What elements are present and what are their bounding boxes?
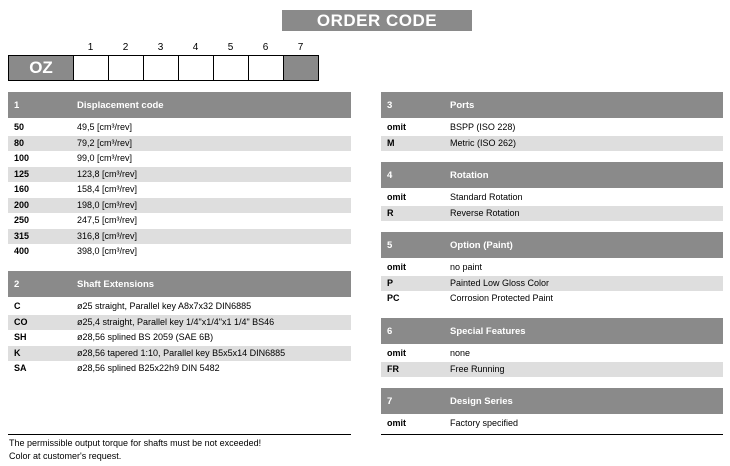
option-description: ø28,56 splined B25x22h9 DIN 5482 <box>77 363 220 373</box>
table-row <box>8 361 351 377</box>
section-header <box>381 318 723 346</box>
table-row <box>381 120 723 136</box>
right-divider <box>381 434 723 435</box>
option-code: 50 <box>14 122 25 132</box>
option-code: M <box>387 137 395 148</box>
note-color: Color at customer's request. <box>9 451 122 461</box>
section-number: 1 <box>14 100 20 111</box>
option-code: 160 <box>14 184 30 194</box>
option-description: ø25,4 straight, Parallel key 1/4"x1/4"x1 1/4" BS46 <box>77 316 275 327</box>
option-code: 125 <box>14 168 30 179</box>
section-shaft-extensions <box>8 271 351 377</box>
code-position-4: 4 <box>192 42 199 53</box>
option-code: 315 <box>14 230 30 241</box>
code-position-3: 3 <box>157 42 164 53</box>
option-description: ø28,56 tapered 1:10, Parallel key B5x5x14 DIN6885 <box>77 347 286 358</box>
table-row <box>8 213 351 229</box>
table-row <box>381 276 723 292</box>
section-title: Special Features <box>450 326 526 337</box>
table-row <box>381 206 723 222</box>
option-description: no paint <box>450 262 483 272</box>
option-code: PC <box>387 293 400 303</box>
code-position-1: 1 <box>87 42 94 53</box>
section-title: Design Series <box>450 396 513 407</box>
table-row <box>8 151 351 167</box>
section-number: 2 <box>14 279 20 290</box>
code-position-numbers <box>73 42 319 54</box>
option-description: Reverse Rotation <box>450 207 520 218</box>
section-header <box>381 92 723 120</box>
code-position-6: 6 <box>262 42 269 53</box>
code-box-5 <box>214 55 249 81</box>
table-row <box>381 346 723 362</box>
option-description: 316,8 [cm³/rev] <box>77 230 138 241</box>
option-description: 198,0 [cm³/rev] <box>77 199 138 210</box>
table-row <box>8 120 351 136</box>
code-prefix: OZ <box>8 55 74 81</box>
section-option-paint <box>381 232 723 307</box>
section-ports <box>381 92 723 151</box>
note-torque: The permissible output torque for shafts must be not exceeded! <box>9 438 262 448</box>
section-number: 6 <box>387 326 393 337</box>
option-code: omit <box>387 348 406 358</box>
code-position-5: 5 <box>227 42 234 53</box>
table-row <box>8 299 351 315</box>
order-code-boxes <box>8 55 319 81</box>
option-code: omit <box>387 192 406 202</box>
code-box-6 <box>249 55 284 81</box>
table-row <box>381 291 723 307</box>
section-title: Ports <box>450 100 475 111</box>
section-number: 4 <box>387 170 393 181</box>
option-description: 99,0 [cm³/rev] <box>77 153 133 163</box>
footnote-divider <box>8 434 351 435</box>
option-code: 80 <box>14 137 25 148</box>
option-code: 100 <box>14 153 30 163</box>
option-code: omit <box>387 262 406 272</box>
code-box-4 <box>179 55 214 81</box>
section-title: Option (Paint) <box>450 240 513 251</box>
code-box-1 <box>74 55 109 81</box>
section-number: 7 <box>387 396 393 407</box>
option-description: 79,2 [cm³/rev] <box>77 137 133 148</box>
option-description: none <box>450 348 471 358</box>
section-number: 3 <box>387 100 393 111</box>
option-code: C <box>14 301 21 311</box>
section-header <box>8 271 351 299</box>
table-row <box>8 330 351 346</box>
section-title: Rotation <box>450 170 489 181</box>
code-box-7 <box>284 55 319 81</box>
option-description: ø25 straight, Parallel key A8x7x32 DIN6885 <box>77 301 252 311</box>
option-description: Standard Rotation <box>450 192 523 202</box>
option-code: omit <box>387 122 406 132</box>
table-row <box>8 136 351 152</box>
option-code: CO <box>14 316 28 327</box>
section-header <box>381 232 723 260</box>
option-code: 200 <box>14 199 30 210</box>
table-row <box>8 315 351 331</box>
section-displacement-code <box>8 92 351 260</box>
option-code: R <box>387 207 394 218</box>
option-description: 398,0 [cm³/rev] <box>77 246 138 256</box>
code-box-3 <box>144 55 179 81</box>
table-row <box>8 229 351 245</box>
section-header <box>381 388 723 416</box>
code-box-2 <box>109 55 144 81</box>
option-code: omit <box>387 418 406 428</box>
table-row <box>8 346 351 362</box>
table-row <box>8 182 351 198</box>
table-row <box>381 136 723 152</box>
option-description: Painted Low Gloss Color <box>450 277 550 288</box>
option-code: FR <box>387 363 399 374</box>
table-row <box>381 416 723 432</box>
section-title: Shaft Extensions <box>77 279 155 290</box>
section-header <box>381 162 723 190</box>
table-row <box>381 362 723 378</box>
option-description: 247,5 [cm³/rev] <box>77 215 138 225</box>
option-code: SH <box>14 332 27 342</box>
option-description: 49,5 [cm³/rev] <box>77 122 133 132</box>
page-title: ORDER CODE <box>282 10 472 31</box>
option-description: Factory specified <box>450 418 519 428</box>
option-code: SA <box>14 363 27 373</box>
table-row <box>381 260 723 276</box>
table-row <box>8 167 351 183</box>
table-row <box>381 190 723 206</box>
code-position-7: 7 <box>297 42 304 53</box>
section-title: Displacement code <box>77 100 164 111</box>
option-code: P <box>387 277 394 288</box>
section-number: 5 <box>387 240 393 251</box>
option-description: ø28,56 splined BS 2059 (SAE 6B) <box>77 332 214 342</box>
option-description: Metric (ISO 262) <box>450 137 517 148</box>
option-description: Free Running <box>450 363 505 374</box>
option-description: 158,4 [cm³/rev] <box>77 184 138 194</box>
option-description: BSPP (ISO 228) <box>450 122 516 132</box>
table-row <box>8 198 351 214</box>
option-code: K <box>14 347 21 358</box>
section-special-features <box>381 318 723 377</box>
option-description: 123,8 [cm³/rev] <box>77 168 138 179</box>
section-rotation <box>381 162 723 221</box>
table-row <box>8 244 351 260</box>
section-design-series <box>381 388 723 432</box>
option-description: Corrosion Protected Paint <box>450 293 554 303</box>
section-header <box>8 92 351 120</box>
option-code: 400 <box>14 246 30 256</box>
code-position-2: 2 <box>122 42 129 53</box>
option-code: 250 <box>14 215 30 225</box>
